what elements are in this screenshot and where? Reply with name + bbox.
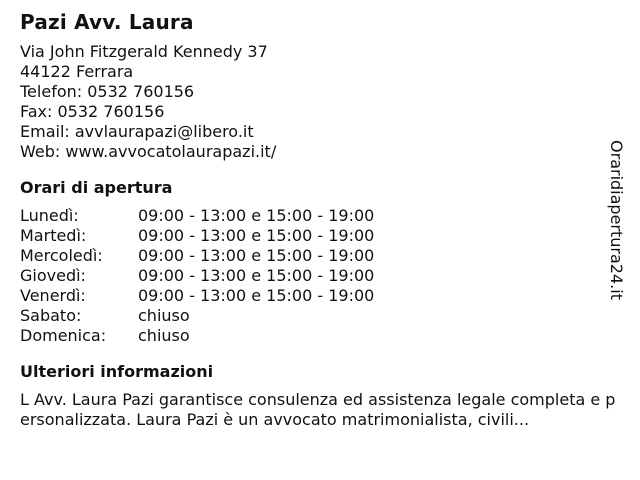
hours-value: 09:00 - 13:00 e 15:00 - 19:00 — [138, 226, 375, 245]
street-address: Via John Fitzgerald Kennedy 37 — [20, 42, 268, 61]
phone-number: Telefon: 0532 760156 — [20, 82, 195, 101]
opening-hours-title: Orari di apertura — [20, 178, 173, 197]
city-address: 44122 Ferrara — [20, 62, 134, 81]
email-address: Email: avvlaurapazi@libero.it — [20, 122, 254, 141]
hours-row-sunday — [20, 326, 620, 346]
hours-row-thursday — [20, 266, 620, 286]
site-watermark: Oraridiapertura24.it — [607, 140, 626, 300]
day-label: Venerdì: — [20, 286, 86, 305]
business-card — [20, 8, 620, 430]
hours-row-tuesday — [20, 226, 620, 246]
hours-value: 09:00 - 13:00 e 15:00 - 19:00 — [138, 206, 375, 225]
contact-block — [20, 42, 620, 162]
business-name: Pazi Avv. Laura — [20, 10, 194, 34]
day-label: Sabato: — [20, 306, 82, 325]
day-label: Giovedì: — [20, 266, 86, 285]
hours-value: chiuso — [138, 306, 190, 325]
day-label: Martedì: — [20, 226, 87, 245]
day-label: Mercoledì: — [20, 246, 103, 265]
fax-number: Fax: 0532 760156 — [20, 102, 165, 121]
additional-info-text: L Avv. Laura Pazi garantisce consulenza ed assistenza legale completa e personalizzata. Laura Pazi è un avvocato matrimonialista, civili... — [20, 390, 616, 429]
hours-row-wednesday — [20, 246, 620, 266]
hours-value: chiuso — [138, 326, 190, 345]
website-address: Web: www.avvocatolaurapazi.it/ — [20, 142, 277, 161]
hours-row-monday — [20, 206, 620, 226]
opening-hours-table — [20, 206, 620, 346]
hours-row-friday — [20, 286, 620, 306]
hours-value: 09:00 - 13:00 e 15:00 - 19:00 — [138, 266, 375, 285]
day-label: Domenica: — [20, 326, 107, 345]
hours-value: 09:00 - 13:00 e 15:00 - 19:00 — [138, 246, 375, 265]
hours-row-saturday — [20, 306, 620, 326]
additional-info-title: Ulteriori informazioni — [20, 362, 214, 381]
day-label: Lunedì: — [20, 206, 79, 225]
hours-value: 09:00 - 13:00 e 15:00 - 19:00 — [138, 286, 375, 305]
